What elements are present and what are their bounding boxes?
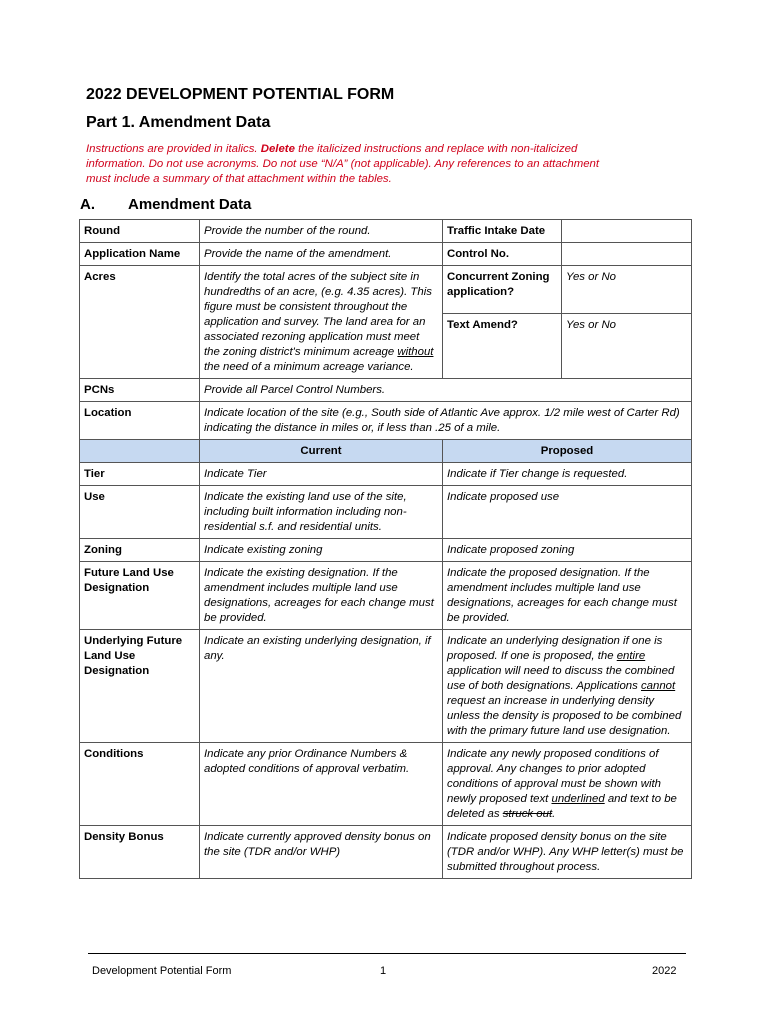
flu-current[interactable]: Indicate the existing designation. If the amendment includes multiple land use designations, acreages for each change must be provided. [200, 562, 443, 630]
instructions-line1-post: the italicized instructions and replace with non-italicized [294, 143, 578, 155]
density-bonus-label: Density Bonus [80, 826, 200, 879]
round-value[interactable]: Provide the number of the round. [200, 220, 443, 243]
underlying-proposed[interactable] [443, 630, 692, 743]
table-row-conditions [80, 743, 692, 826]
table-row-pcns [80, 379, 692, 402]
table-row-zoning [80, 539, 692, 562]
underlying-label: Underlying Future Land Use Designation [80, 630, 200, 743]
traffic-intake-date-label: Traffic Intake Date [443, 220, 562, 243]
table-row-acres [80, 266, 692, 314]
table-header-row [80, 440, 692, 463]
acres-value-post: the need of a minimum acreage variance. [204, 361, 414, 373]
underlying-current[interactable]: Indicate an existing underlying designation, if any. [200, 630, 443, 743]
instructions [86, 142, 686, 187]
tier-current[interactable]: Indicate Tier [200, 463, 443, 486]
use-proposed[interactable]: Indicate proposed use [443, 486, 692, 539]
conditions-proposed-struck: struck out [502, 808, 553, 820]
text-amend-value[interactable]: Yes or No [562, 314, 692, 379]
footer-page-number: 1 [380, 965, 387, 977]
table-row-location [80, 402, 692, 440]
header-blank [80, 440, 200, 463]
header-proposed: Proposed [443, 440, 692, 463]
conditions-proposed-part2: and text to be deleted as [447, 793, 677, 820]
density-bonus-current[interactable]: Indicate currently approved density bonus on the site (TDR and/or WHP) [200, 826, 443, 879]
section-heading [80, 196, 251, 213]
instructions-line3: must include a summary of that attachment within the tables. [86, 173, 392, 185]
zoning-current[interactable]: Indicate existing zoning [200, 539, 443, 562]
acres-label: Acres [80, 266, 200, 379]
instructions-line1-pre: Instructions are provided in italics. [86, 143, 261, 155]
conditions-label: Conditions [80, 743, 200, 826]
concurrent-zoning-label: Concurrent Zoning application? [443, 266, 562, 314]
conditions-current[interactable]: Indicate any prior Ordinance Numbers & adopted conditions of approval verbatim. [200, 743, 443, 826]
flu-proposed[interactable]: Indicate the proposed designation. If the amendment includes multiple land use designations, acreages for each change must be provided. [443, 562, 692, 630]
table-row-future-land-use [80, 562, 692, 630]
concurrent-zoning-value[interactable]: Yes or No [562, 266, 692, 314]
table-row-use [80, 486, 692, 539]
control-no-value[interactable] [562, 243, 692, 266]
tier-label: Tier [80, 463, 200, 486]
pcns-label: PCNs [80, 379, 200, 402]
round-label: Round [80, 220, 200, 243]
table-row-application-name [80, 243, 692, 266]
section-letter: A. [80, 196, 95, 213]
amendment-data-table [79, 219, 692, 879]
instructions-line2: information. Do not use acronyms. Do not use “N/A” (not applicable). Any references to an attachment [86, 158, 600, 170]
tier-proposed[interactable]: Indicate if Tier change is requested. [443, 463, 692, 486]
pcns-value[interactable]: Provide all Parcel Control Numbers. [200, 379, 692, 402]
use-current[interactable]: Indicate the existing land use of the site, including built information including non-residential s.f. and residential units. [200, 486, 443, 539]
zoning-label: Zoning [80, 539, 200, 562]
footer-year: 2022 [652, 965, 677, 977]
footer-left: Development Potential Form [92, 965, 232, 977]
footer-divider [88, 953, 686, 954]
underlying-proposed-part1: Indicate an underlying designation if one is proposed. If one is proposed, the [447, 635, 663, 662]
zoning-proposed[interactable]: Indicate proposed zoning [443, 539, 692, 562]
traffic-intake-date-value[interactable] [562, 220, 692, 243]
form-title: 2022 DEVELOPMENT POTENTIAL FORM [86, 86, 395, 103]
part-title: Part 1. Amendment Data [86, 114, 271, 131]
table-row-density-bonus [80, 826, 692, 879]
application-name-label: Application Name [80, 243, 200, 266]
flu-label: Future Land Use Designation [80, 562, 200, 630]
conditions-proposed-underlined: underlined [551, 793, 605, 805]
control-no-label: Control No. [443, 243, 562, 266]
location-label: Location [80, 402, 200, 440]
conditions-proposed-part3: . [552, 808, 556, 820]
acres-value-underlined: without [397, 346, 434, 358]
conditions-proposed-part1: Indicate any newly proposed conditions of approval. Any changes to prior adopted conditions of approval must be shown with newly proposed text [447, 748, 662, 805]
underlying-proposed-part2: application will need to discuss the combined use of both designations. Applications [447, 665, 675, 692]
underlying-proposed-cannot: cannot [640, 680, 676, 692]
density-bonus-proposed[interactable]: Indicate proposed density bonus on the site (TDR and/or WHP). Any WHP letter(s) must be submitted throughout process. [443, 826, 692, 879]
conditions-proposed[interactable] [443, 743, 692, 826]
header-current: Current [200, 440, 443, 463]
location-value[interactable]: Indicate location of the site (e.g., South side of Atlantic Ave approx. 1/2 mile west of Carter Rd) indicating the distance in miles or, if less than .25 of a mile. [200, 402, 692, 440]
acres-value-pre: Identify the total acres of the subject site in hundredths of an acre, (e.g. 4.35 acres). This figure must be consistent throughout the application and survey. The land area for an associated rezoning application must meet the zoning district's minimum acreage [204, 271, 432, 358]
underlying-proposed-part3: request an increase in underlying density unless the density is proposed to be combined with the primary future land use designation. [447, 695, 682, 737]
table-row-round [80, 220, 692, 243]
text-amend-label: Text Amend? [443, 314, 562, 379]
application-name-value[interactable]: Provide the name of the amendment. [200, 243, 443, 266]
instructions-delete-word: Delete [260, 143, 295, 155]
underlying-proposed-entire: entire [616, 650, 646, 662]
section-title: Amendment Data [128, 196, 252, 213]
use-label: Use [80, 486, 200, 539]
acres-value[interactable] [200, 266, 443, 379]
table-row-underlying-flu [80, 630, 692, 743]
table-row-tier [80, 463, 692, 486]
